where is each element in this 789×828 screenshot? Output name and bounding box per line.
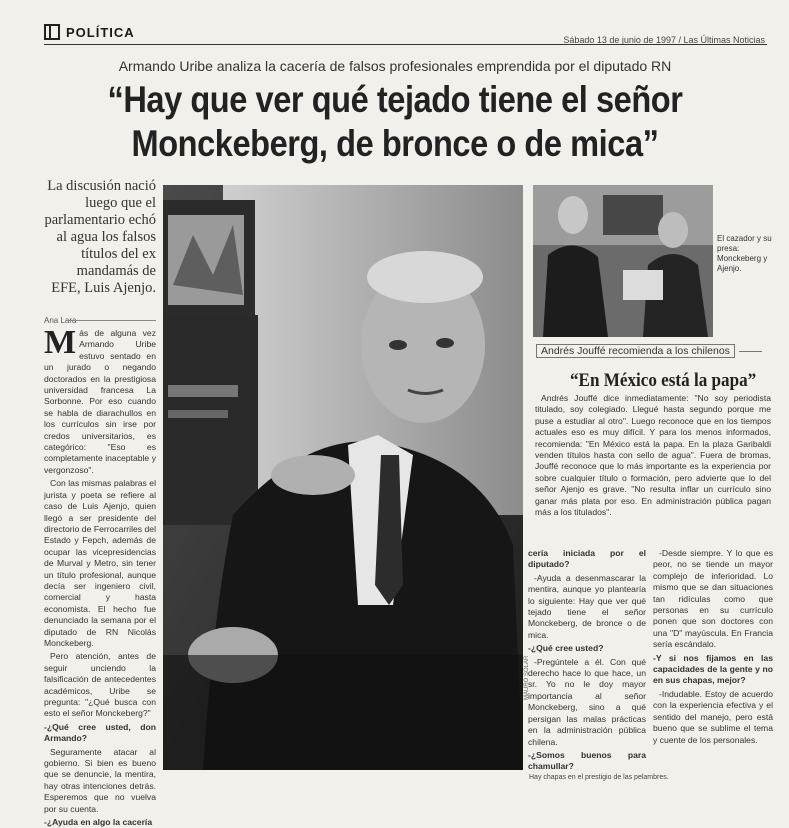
paragraph: Seguramente atacar al gobierno. Si bien es bueno que se denuncie, la mentira, hay otras intenciones detrás. Esperemos que no vuelva por su cuenta. [44,746,156,814]
sidebar-label [536,344,762,358]
headline-line-2: Monckeberg, de bronce o de mica” [131,123,659,164]
question: -¿Qué cree usted? [528,643,604,654]
paragraph: -Pregúntele a él. Con qué derecho hace lo que hace, un sr. Yo no le doy mayor importancia al señor Monckeberg, sino a qué persigan las malas prácticas en la administración pública chilena. [528,656,646,747]
paragraph: -Indudable. Estoy de acuerdo con la experiencia efectiva y el sentido del manejo, pero está bueno que se sublime el tema y cuente de los personales. [653,688,773,745]
byline-rule [66,320,156,321]
question: cería iniciada por el diputado? [528,548,646,570]
drop-cap: M [44,324,77,361]
paragraph: -Ayuda a desenmascarar la mentira, aunque yo plantearía lo siguiente: Hay que ver qué tejado tiene el señor Monckeberg, de bronce o de mica. [528,572,646,640]
summary-deck: La discusión nació luego que el parlamentario echó al agua los falsos títulos del ex mandamás de EFE, Luis Ajenjo. [44,178,156,296]
handshake-photo-icon [533,185,713,337]
question: -Y si nos fijamos en las capacidades de la gente y no en sus chapas, mejor? [653,652,773,686]
section-tag [44,24,135,40]
question: -¿Qué cree usted, don Armando? [44,721,156,744]
article-column-1 [44,324,156,828]
sidebar-label-text: Andrés Jouffé recomienda a los chilenos [536,344,735,358]
main-photo [163,185,523,770]
question: -¿Ayuda en algo la cacería [44,817,153,828]
kicker: Armando Uribe analiza la cacería de falsos profesionales emprendida por el diputado RN [118,58,672,74]
paragraph: Con las mismas palabras el jurista y poeta se refiere al caso de Luis Ajenjo, quien llegó a ser presidente del directorio de Ferrocarriles del Estado y Fepch, además de ocupar las vicepresidencias de Murval y Metro, sin tener un título profesional, aunque decía ser ingeniero civil, comercial y hasta economista. El hecho fue denunciado la semana por el diputado de RN Nicolás Monckeberg. [44,478,156,648]
paragraph: -Desde siempre. Y lo que es peor, no se tiende un mayor complejo de inferioridad. Lo mismo que se dan situaciones tan ridículas como que personas en su currículo ponen que son doctores con una "D" mayúscula. En Francia sería escándalo. [653,548,773,650]
sidebar-rule [739,351,762,352]
sidebar-body [535,393,771,550]
portrait-photo-icon [163,185,523,770]
inset-photo-caption: El cazador y su presa: Monckeberg y Ajenjo. [717,234,772,273]
article-column-4 [653,548,773,778]
paragraph: ás de alguna vez Armando Uribe estuvo sentado en un jurado o negando doctorados en la prestigiosa universidad francesa La Sorbonne. Por eso cuando se habla de diarachullos en los currículos sin irse por credos universitarios, es categórico: "Eso es completamente inaceptable y vergonzoso". [44,328,156,475]
photo-credit: MAURO SOLAR [524,655,530,700]
headline [74,78,716,166]
section-name: POLÍTICA [66,24,135,40]
inset-photo [533,185,713,337]
header-rule [44,44,767,45]
question: -¿Somos buenos para chamullar? [528,749,646,772]
headline-line-1: “Hay que ver qué tejado tiene el señor [107,79,683,120]
article-column-3 [528,548,646,778]
sidebar-title: “En México está la papa” [570,370,757,391]
section-marker-icon [44,24,60,40]
paragraph: Andrés Jouffé dice inmediatamente: "No soy periodista titulado, soy colegiado. Llegué hasta segundo porque me puse a estudiar al otro". Luego reconoce que en los tiempos actuales eso es muy difícil. Y para los menos informados, recomienda: "En México está la papa. En la plaza Garibaldi venden títulos hasta con sello de agua". Fuera de bromas, Jouffé reconoce que lo más importante es la experiencia por sobre cualquier título o formación, pero advierte que lo del señor Ajenjo es grave. "No resulta inflar un currículo sino ganar más plata por eso. En administración pública pagan más a los titulados". [535,393,771,518]
footer-caption: Hay chapas en el prestigio de las pelambres. [529,774,669,781]
byline: Ana Lara [44,316,77,325]
paragraph: Pero atención, antes de seguir unciendo la falsificación de antecedentes académicos, Uribe se pregunta: "¿Qué busca con esto el señor Monckeberg?" [44,651,156,719]
dateline: Sábado 13 de junio de 1997 / Las Últimas Noticias [563,35,765,45]
